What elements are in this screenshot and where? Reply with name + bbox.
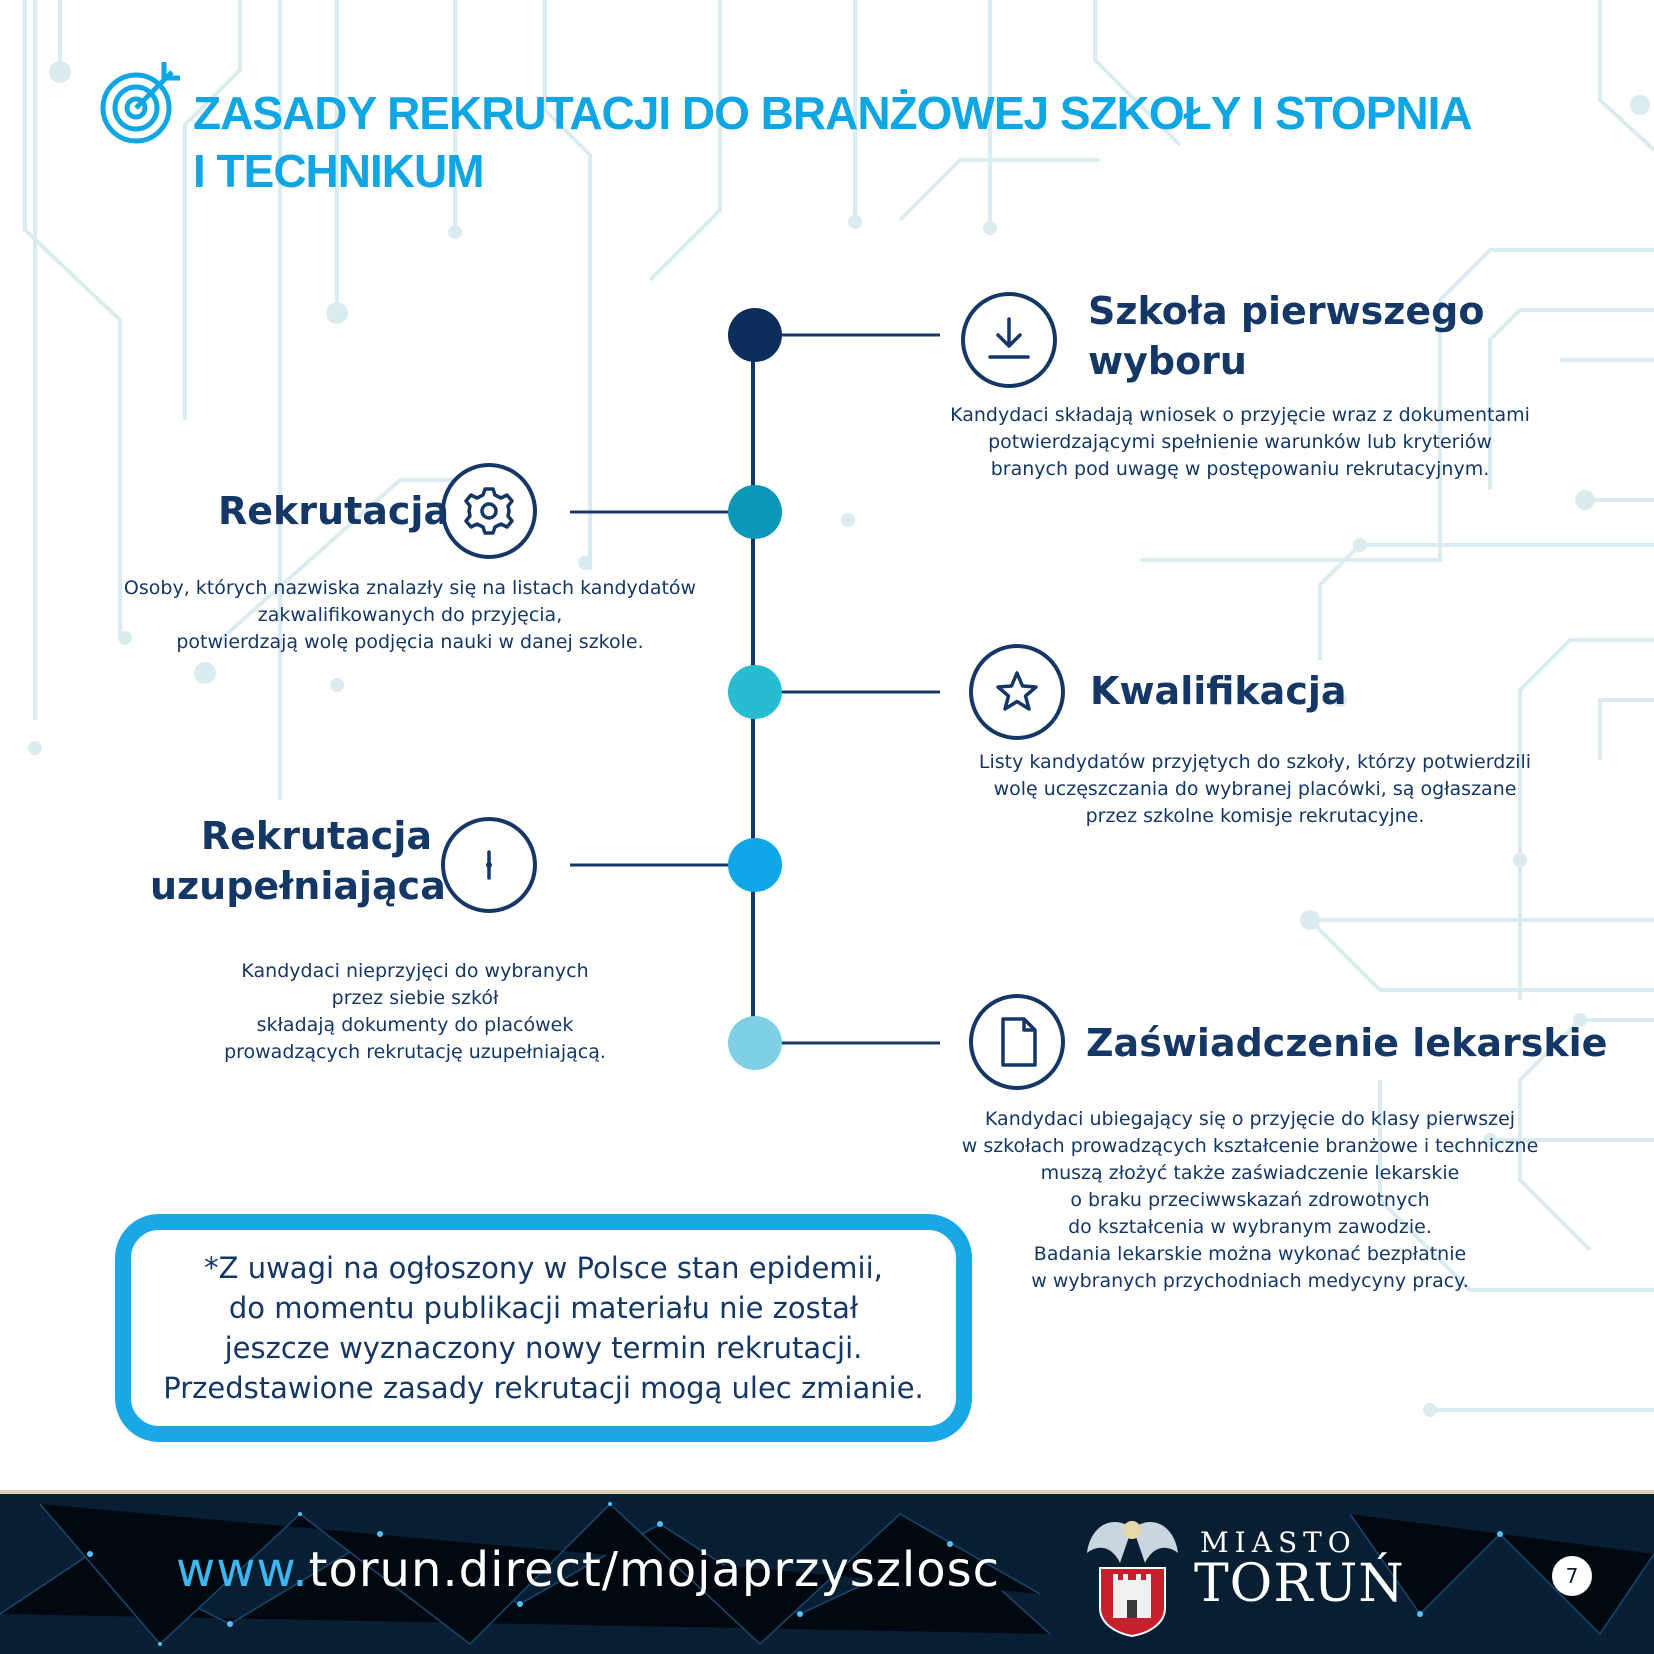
timeline-dot-1 [728,308,782,362]
desc-line: w szkołach prowadzących kształcenie branżowe i techniczne [961,1135,1539,1157]
step-heading-line: wyboru [1088,339,1247,383]
step-desc-zaswiadczenie [940,1106,1560,1295]
step-heading-line: Rekrutacja [218,489,450,533]
desc-line: Listy kandydatów przyjętych do szkoły, którzy potwierdzili [978,751,1532,773]
website-link-prefix: www. [176,1542,309,1598]
note-line: do momentu publikacji materiału nie został [228,1291,859,1325]
note-line: Przedstawione zasady rekrutacji mogą ulec zmianie. [163,1371,924,1405]
document-icon [968,993,1066,1091]
desc-line: branych pod uwagę w postępowaniu rekrutacyjnym. [990,458,1490,480]
step-heading-line: uzupełniająca [150,864,446,908]
timeline-dot-5 [728,1016,782,1070]
step-desc-rekrutacja [110,575,710,656]
desc-line: Kandydaci składają wniosek o przyjęcie wraz z dokumentami [950,404,1530,426]
desc-line: Badania lekarskie można wykonać bezpłatnie [1033,1243,1467,1265]
step-heading-zaswiadczenie [1086,1018,1607,1068]
step-heading-line: Zaświadczenie lekarskie [1086,1021,1608,1065]
step-heading-line: Rekrutacja [200,814,432,858]
step-heading-uzupelniajaca [150,811,446,911]
note-line: jeszcze wyznaczony nowy termin rekrutacji. [224,1331,863,1365]
desc-line: potwierdzającymi spełnienie warunków lub kryteriów [988,431,1492,453]
desc-line: wolę uczęszczania do wybranej placówki, są ogłaszane [993,778,1517,800]
desc-line: przez siebie szkół [331,987,499,1009]
epidemic-note-text [144,1248,944,1408]
desc-line: potwierdzają wolę podjęcia nauki w danej szkole. [176,631,644,653]
footer [0,1494,1654,1654]
brand-top-text: MIASTO [1200,1526,1357,1559]
desc-line: prowadzących rekrutację uzupełniającą. [224,1041,606,1063]
desc-line: Kandydaci nieprzyjęci do wybranych [241,960,589,982]
epidemic-note-box [115,1214,972,1442]
download-icon [960,291,1058,389]
desc-line: muszą złożyć także zaświadczenie lekarskie [1040,1162,1460,1184]
timeline-dot-4 [728,838,782,892]
desc-line: w wybranych przychodniach medycyny pracy. [1031,1270,1469,1292]
star-icon [968,643,1066,741]
clock-icon [440,816,538,914]
step-desc-kwalifikacja [955,749,1555,830]
step-heading-line: Szkoła pierwszego [1088,289,1485,333]
desc-line: do kształcenia w wybranym zawodzie. [1068,1216,1432,1238]
timeline-dot-3 [728,665,782,719]
desc-line: Kandydaci ubiegający się o przyjęcie do klasy pierwszej [984,1108,1516,1130]
desc-line: składają dokumenty do placówek [256,1014,574,1036]
desc-line: o braku przeciwwskazań zdrowotnych [1070,1189,1430,1211]
step-heading-rekrutacja [218,486,449,536]
gear-icon [440,462,538,560]
step-heading-szkola [1088,286,1484,386]
website-link-path: torun.direct/mojaprzyszlosc [308,1542,1001,1598]
step-desc-szkola [940,402,1540,483]
torun-crest-logo [1085,1508,1180,1638]
desc-line: zakwalifikowanych do przyjęcia, [257,604,563,626]
step-heading-line: Kwalifikacja [1090,669,1347,713]
page-title-line1: ZASADY REKRUTACJI DO BRANŻOWEJ SZKOŁY I STOPNIA [193,87,1472,139]
page-title-line2: I TECHNIKUM [193,145,484,197]
step-heading-kwalifikacja [1090,666,1347,716]
page-number: 7 [1552,1556,1592,1596]
brand-bottom-text: TORUŃ [1194,1554,1405,1614]
timeline-dot-2 [728,485,782,539]
website-link[interactable] [176,1542,1000,1598]
desc-line: Osoby, których nazwiska znalazły się na listach kandydatów [123,577,697,599]
note-line: *Z uwagi na ogłoszony w Polsce stan epidemii, [204,1251,883,1285]
desc-line: przez szkolne komisje rekrutacyjne. [1085,805,1425,827]
step-desc-uzupelniajaca [165,958,665,1066]
